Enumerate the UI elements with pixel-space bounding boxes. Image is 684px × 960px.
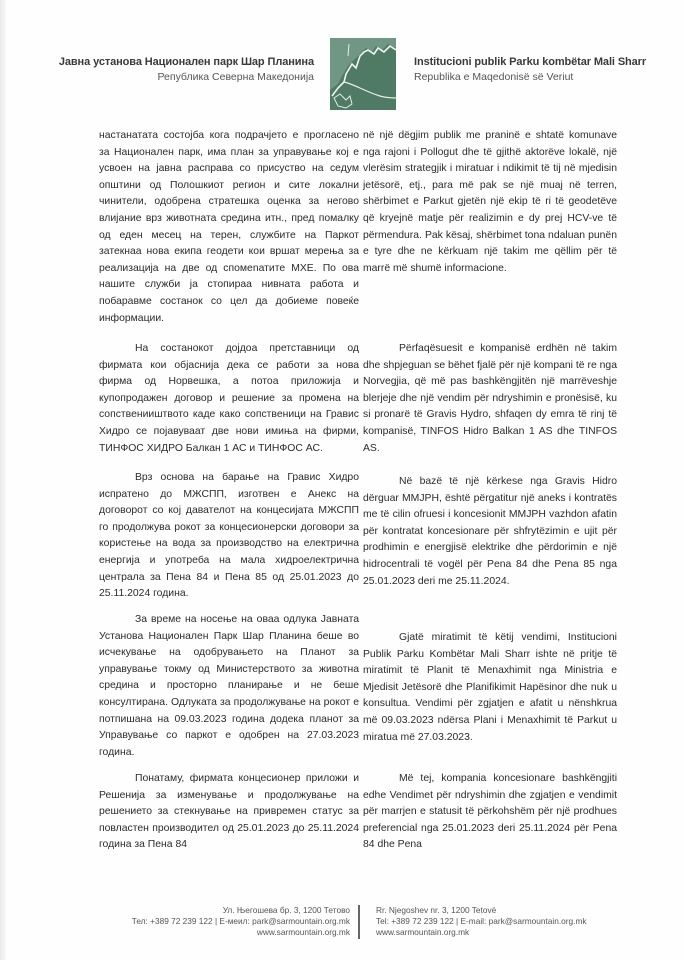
page-edge xyxy=(0,0,6,960)
letterhead xyxy=(0,38,684,108)
footer-contact-mk: Тел: +389 72 239 122 | Е-меил: park@sarmountain.org.mk xyxy=(131,916,350,926)
footer-contact-sq: Tel: +389 72 239 122 | E-mail: park@sarmountain.org.mk xyxy=(376,916,587,926)
paragraph-mk-3: Врз основа на барање на Гравис Хидро испратено до МЖСПП, изготвен е Анекс на договорот со кој давателот на концесијата МЖСПП го продолжува рокот за концесионерски договори за користење на вода за производство на електрична енергија и употреба на мала хидроелектрична централа за Пена 84 и Пена 85 од 25.01.2023 до 25.11.2024 година. xyxy=(99,472,359,600)
paragraph-mk-1: настанатата состојба кога подрачјето е прогласено за Национален парк, има план за управување кој е усвоен на јавна расправа со присуство на седум општини од Полошкиот регион и сите локални чинители, одобрена стратешка оценка за негово влијание врз животната средина итн., пред помалку од еден месец на терен, службите на Паркот затекнаа нова екипа геодети кои вршат мерења за реализација на две од спомenатите МХЕ. По ова нашите служби ја стопираа нивната работа и побаравме состанок со цел да добиеме повеќе информации. xyxy=(99,130,359,324)
footer xyxy=(0,905,684,945)
footer-website-mk: www.sarmountain.org.mk xyxy=(256,927,350,937)
footer-address-mk: Ул. Његошева бр. 3, 1200 Тетово xyxy=(222,905,350,915)
mountain-logo-icon xyxy=(330,38,396,110)
footer-albanian xyxy=(376,905,587,938)
header-subtitle-sq: Republika e Maqedonisë së Veriut xyxy=(414,71,574,83)
paragraph-sq-2: Përfaqësuesit e kompanisë erdhën në takim dhe shpjeguan se bëhet fjalë për një kompani të re nga Norvegjia, që më pas bashkëngjitën një marrëveshje blerjeje dhe një vendim për ndryshimin e pronësisë, ku si pronarë të Gravis Hydro, shfaqen dy emra të rinj të kompanisë, TINFOS Hidro Balkan 1 AS dhe TINFOS AS. xyxy=(363,343,617,454)
footer-website-sq: www.sarmountain.org.mk xyxy=(376,927,470,937)
header-title-sq: Institucioni publik Parku kombëtar Mali Sharr xyxy=(414,56,647,68)
footer-address-sq: Rr. Njegoshev nr. 3, 1200 Tetovë xyxy=(376,905,497,915)
paragraph-sq-3: Në bazë të një kërkese nga Gravis Hidro dërguar MMJPH, është përgatitur një aneks i kontratës me të cilin ofruesi i koncesionit MMJPH vazhdon afatin për kontratat koncesionare për shfrytëzimin e ujit për prodhimin e energjisë elektrike dhe përdorimin e një hidrocentrali të vogël për Pena 84 dhe Pena 85 nga 25.01.2023 deri me 25.11.2024. xyxy=(363,476,617,587)
header-albanian xyxy=(414,56,674,83)
header-subtitle-mk: Република Северна Македонија xyxy=(157,71,314,83)
header-macedonian xyxy=(14,56,314,83)
paragraph-mk-5: Понатаму, фирмата концесионер приложи и Решенија за изменување и продолжување на решението за стекнување на привремен статус за повластен производител од 25.01.2023 до 25.11.2024 година за Пена 84 xyxy=(99,773,359,851)
paragraph-mk-2: На состанокот дојдоа претставници од фирмата кои објаснија дека се работи за нова фирма од Норвешка, а потоа приложија и купопродажен договор и решение за промена на сопственииштвото каде како сопственици на Гравис Хидро се појавуваат две нови имиња на фирми, ТИНФОС ХИДРО Балкан 1 АС и ТИНФОС АС. xyxy=(99,343,359,454)
paragraph-sq-5: Më tej, kompania koncesionare bashkëngjiti edhe Vendimet për ndryshimin dhe zgjatjen e vendimit për marrjen e statusit të përkohshëm për një prodhues preferencial nga 25.01.2023 deri 25.11.2024 për Pena 84 dhe Pena xyxy=(363,773,617,851)
footer-macedonian xyxy=(132,905,350,938)
paragraph-sq-4: Gjatë miratimit të këtij vendimi, Institucioni Publik Parku Kombëtar Mali Sharr ishte në pritje të miratimit të Planit të Menaxhimit nga Ministria e Mjedisit Jetësorë dhe Planifikimit Hapësinor dhe nuk u konsultua. Vendimi për zgjatjen e afatit u nënshkrua më 09.03.2023 ndërsa Plani i Menaxhimit të Parkut u miratua më 27.03.2023. xyxy=(363,632,617,743)
paragraph-sq-1: në një dëgjim publik me praninë e shtatë komunave nga rajoni i Pollogut dhe të gjithë aktorëve lokalë, një vlerësim strategjik i miratuar i ndikimit të tij në mjedisin jetësorë, etj., para më pak se një muaj në terren, shërbimet e Parkut gjetën një ekip të ri të geodetëve që kryejnë matje për realizimin e dy prej HCV-ve të përmendura. Pak kësaj, shërbimet tona ndaluan punën e tyre dhe ne kërkuam një takim me qëllim për të marrë më shumë informacione. xyxy=(363,130,617,274)
footer-divider xyxy=(358,905,360,939)
paragraph-mk-4: За време на носење на оваа одлука Јавната Установа Национален Парк Шар Планина беше во исчекување на одобрувањето на Планот за управување токму од Министерството за животна средина и просторно планирање и не беше консултирана. Одлуката за продолжување на рокот е потпишана на 09.03.2023 година додека планот за Управување со паркот е одобрен на 27.03.2023 година. xyxy=(99,614,359,758)
header-title-mk: Јавна установа Национален парк Шар Планина xyxy=(58,56,314,68)
